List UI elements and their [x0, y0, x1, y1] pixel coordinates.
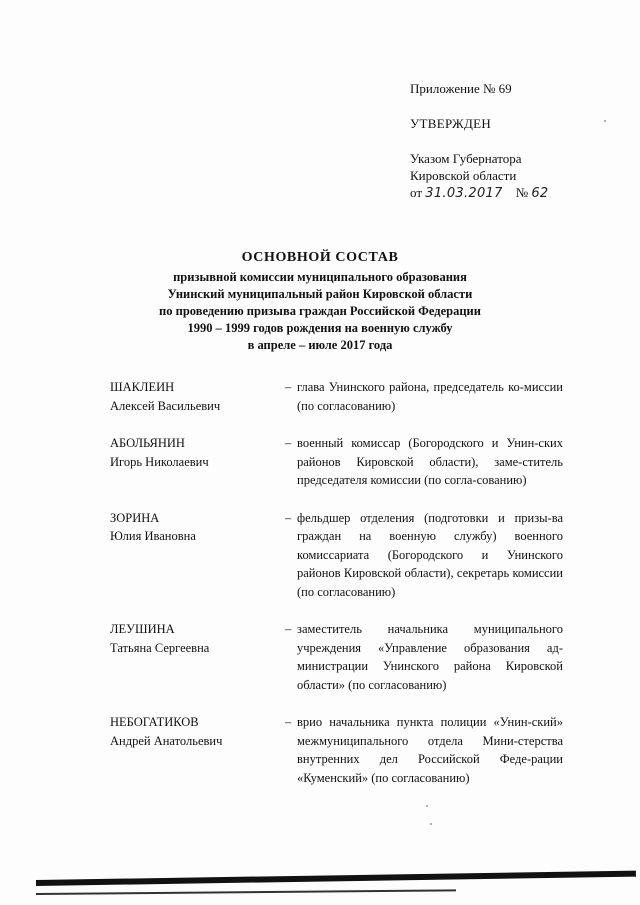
date-prefix: от [410, 185, 423, 200]
scan-speck [430, 823, 432, 825]
member-given-name: Андрей Анатольевич [110, 733, 223, 748]
member-given-name: Алексей Васильевич [110, 398, 221, 413]
scan-edge-line [36, 889, 456, 895]
main-title: ОСНОВНОЙ СОСТАВ [241, 250, 399, 265]
member-surname: ЗОРИНА [110, 510, 160, 525]
member-given-name: Татьяна Сергеевна [110, 640, 210, 655]
member-name [110, 713, 285, 750]
member-entry [110, 378, 580, 415]
scan-edge-bar [36, 871, 636, 886]
member-given-name: Юлия Ивановна [110, 529, 196, 543]
member-role: военный комиссар (Богородского и Унин-ских районов Кировской области), заме-ститель председателя комиссии (по согла-сованию) [297, 436, 563, 487]
member-name [110, 434, 285, 471]
approved-heading: УТВЕРЖДЕН [410, 116, 492, 131]
member-name [110, 378, 285, 415]
members-list [110, 378, 580, 787]
member-name [110, 509, 285, 546]
document-title [100, 249, 540, 354]
member-role: заместитель начальника муниципального учреждения «Управление образования ад-министрации Унинского района Кировской области» (по согласованию) [297, 622, 563, 692]
number-prefix: № [515, 185, 529, 200]
dash-separator: – [285, 436, 292, 450]
decree-line-2: Кировской области [410, 168, 517, 183]
dash-separator: – [285, 622, 292, 636]
dash-separator: – [285, 510, 292, 525]
scan-speck [426, 805, 428, 807]
member-role: фельдшер отделения (подготовки и призы-ва граждан на военную службу) военного комиссариата (Богородского и Унинского районов Кировской области), секретарь комиссии (по согласованию) [297, 510, 563, 599]
decree-date-handwritten: 31.03.2017 [425, 186, 503, 201]
dash-separator: – [285, 715, 292, 729]
decree-reference [410, 150, 610, 202]
member-entry [110, 713, 580, 787]
member-surname: АБОЛЬЯНИН [110, 436, 185, 450]
title-line-2: Унинский муниципальный район Кировской области [167, 287, 473, 301]
appendix-number: Приложение № 69 [410, 81, 512, 96]
member-entry [110, 434, 580, 490]
member-surname: ШАКЛЕИН [110, 380, 175, 394]
decree-line-1: Указом Губернатора [410, 151, 522, 166]
member-role: глава Унинского района, председатель ко-миссии (по согласованию) [297, 380, 563, 413]
member-surname: НЕБОГАТИКОВ [110, 715, 199, 729]
decree-number-handwritten: 62 [531, 186, 549, 201]
dash-separator: – [285, 380, 292, 394]
title-line-1: призывной комиссии муниципального образования [173, 270, 467, 284]
approval-block [410, 80, 610, 202]
scan-speck [604, 120, 606, 122]
member-surname: ЛЕУШИНА [110, 622, 175, 636]
title-line-4: 1990 – 1999 годов рождения на военную службу [187, 321, 453, 335]
member-role: врио начальника пункта полиции «Унин-ский» межмуниципального отдела Мини-стерства внутренних дел Российской Феде-рации «Куменский» (по согласованию) [297, 715, 563, 785]
title-line-3: по проведению призыва граждан Российской Федерации [159, 304, 481, 318]
member-given-name: Игорь Николаевич [110, 454, 209, 469]
member-entry [110, 509, 580, 602]
member-name [110, 620, 285, 657]
member-entry [110, 620, 580, 694]
title-line-5: в апреле – июле 2017 года [247, 338, 393, 352]
